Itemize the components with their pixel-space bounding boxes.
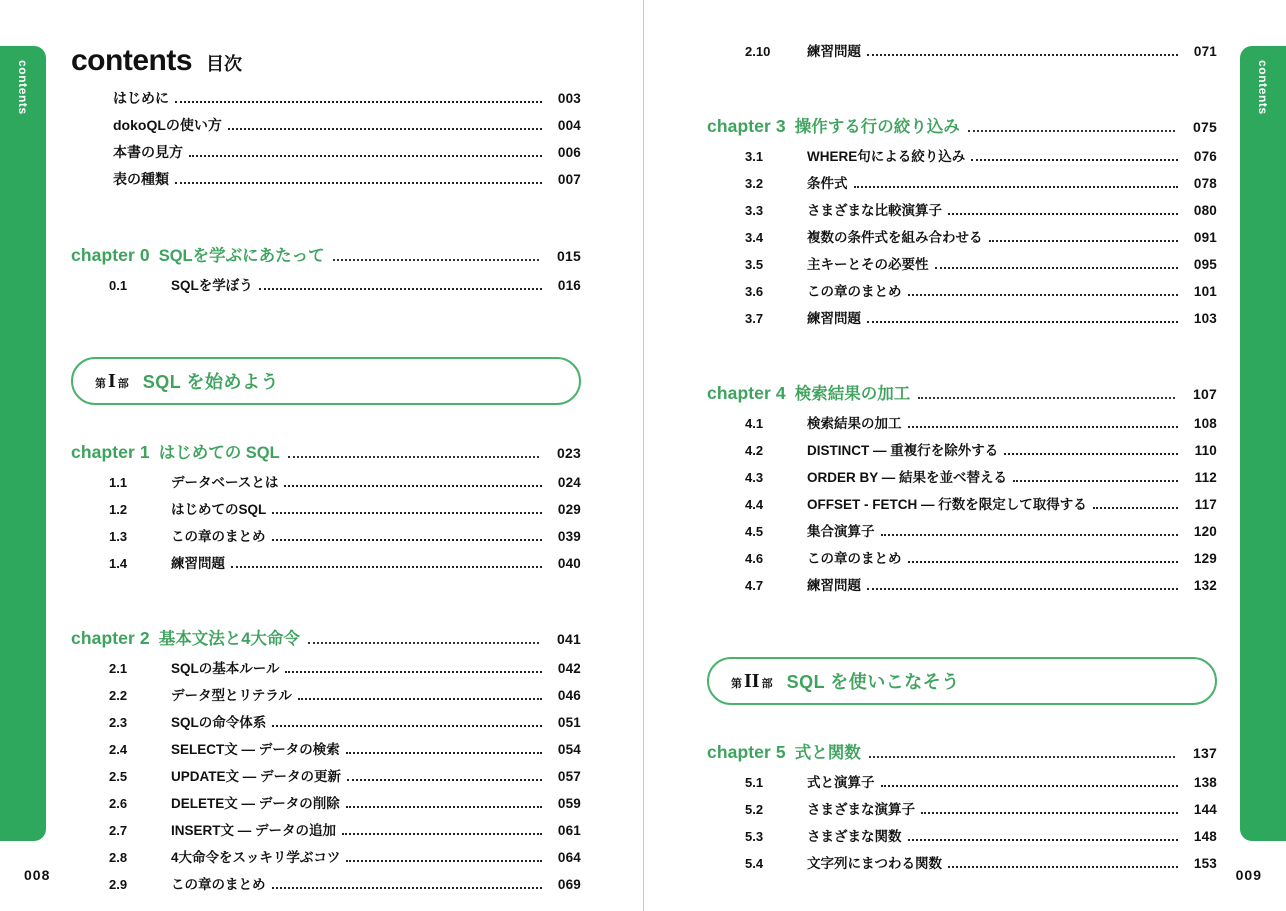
toc-leader-dots [342,832,542,835]
toc-section-number: 3.5 [745,257,764,272]
part-banner-2-title: SQL を使いこなそう [786,672,960,692]
toc-section-number: 4.5 [745,524,764,539]
toc-section-title: 練習問題 [807,578,861,593]
part-prefix: 第 [731,677,742,690]
toc-section-title: この章のまとめ [171,877,266,892]
toc-section-2-1[interactable] [71,657,581,684]
toc-section-number: 3.3 [745,203,764,218]
part-suffix: 部 [761,677,773,690]
toc-section-0-1[interactable] [71,274,581,301]
toc-section-title: 式と演算子 [807,775,875,790]
toc-chapter-label: chapter 4 [707,383,786,403]
toc-section-4-7[interactable] [707,574,1217,601]
toc-section-number: 4.3 [745,470,764,485]
toc-section-page: 129 [1193,551,1217,566]
toc-section-3-2[interactable] [707,172,1217,199]
toc-entry-page: 006 [557,145,581,160]
toc-section-number: 1.3 [109,529,128,544]
masthead-title-en: contents [71,44,193,77]
toc-section-number: 2.7 [109,823,128,838]
toc-section-5-4[interactable] [707,852,1217,879]
toc-chapter-page: 015 [557,248,581,264]
toc-section-page: 016 [557,278,581,293]
spacer [71,613,581,625]
toc-section-title: 主キーとその必要性 [807,257,929,272]
toc-entry-page: 004 [557,118,581,133]
part-banner-1 [71,357,581,405]
toc-section-page: 148 [1193,829,1217,844]
toc-section-1-2[interactable] [71,498,581,525]
toc-section-title: 練習問題 [171,556,225,571]
toc-section-title: この章のまとめ [171,529,266,544]
toc-section-number: 3.4 [745,230,764,245]
spacer [707,705,1217,739]
toc-section-title: 文字列にまつわる関数 [807,856,942,871]
toc-chapter-5[interactable] [707,739,1217,771]
toc-section-number: 4.4 [745,497,764,512]
toc-section-title: OFFSET - FETCH ― 行数を限定して取得する [807,497,1087,512]
toc-leader-dots [867,320,1178,323]
toc-leader-dots [971,158,1178,161]
part-banner-2 [707,657,1217,705]
toc-section-1-4[interactable] [71,552,581,579]
toc-chapter-page: 107 [1193,386,1217,402]
toc-section-title: DELETE文 ― データの削除 [171,796,340,811]
toc-chapter-4[interactable] [707,380,1217,412]
front-matter-list [71,88,581,196]
toc-leader-dots [272,511,542,514]
toc-entry-front-3[interactable] [71,169,581,196]
toc-section-number: 2.3 [109,715,128,730]
toc-section-page: 117 [1194,497,1217,512]
toc-section-1-1[interactable] [71,471,581,498]
toc-section-page: 059 [557,796,581,811]
toc-section-4-5[interactable] [707,520,1217,547]
side-index-tab-right-label: contents [1256,60,1270,115]
toc-section-2-7[interactable] [71,819,581,846]
toc-section-number: 2.1 [109,661,128,676]
toc-section-title: さまざまな演算子 [807,802,915,817]
side-index-tab-left[interactable] [0,46,46,841]
toc-section-title: 練習問題 [807,311,861,326]
toc-section-title: UPDATE文 ― データの更新 [171,769,342,784]
toc-leader-dots [288,455,539,458]
toc-section-number: 2.4 [109,742,128,757]
spacer [71,405,581,439]
toc-section-title: 検索結果の加工 [807,416,902,431]
toc-section-3-3[interactable] [707,199,1217,226]
toc-leader-dots [346,751,542,754]
side-index-tab-right[interactable] [1240,46,1286,841]
toc-entry-front-2[interactable] [71,142,581,169]
toc-leader-dots [881,784,1179,787]
toc-section-title: 条件式 [807,176,848,191]
toc-section-title: SELECT文 ― データの検索 [171,742,340,757]
toc-section-page: 051 [557,715,581,730]
toc-section-page: 046 [557,688,581,703]
toc-section-page: 103 [1193,311,1217,326]
toc-leader-dots [298,697,542,700]
toc-section-page: 144 [1193,802,1217,817]
page-number-right: 009 [1235,867,1262,883]
toc-section-number: 2.2 [109,688,128,703]
toc-leader-dots [921,811,1178,814]
toc-section-number: 1.1 [109,475,128,490]
toc-section-number: 3.7 [745,311,764,326]
toc-section-3-4[interactable] [707,226,1217,253]
toc-entry-front-0[interactable] [71,88,581,115]
left-page-column [71,88,581,900]
spacer [71,335,581,357]
part-suffix: 部 [117,377,129,390]
toc-entry-page: 007 [557,172,581,187]
toc-leader-dots [272,538,543,541]
toc-section-page: 138 [1193,775,1217,790]
toc-entry-front-1[interactable] [71,115,581,142]
toc-leader-dots [948,212,1178,215]
toc-section-2-5[interactable] [71,765,581,792]
toc-entry-title: dokoQLの使い方 [113,117,222,133]
page-number-left: 008 [24,867,51,883]
toc-leader-dots [908,293,1179,296]
toc-section-2-10[interactable] [707,40,1217,67]
toc-section-number: 5.2 [745,802,764,817]
toc-section-page: 061 [557,823,581,838]
toc-leader-dots [908,560,1179,563]
toc-chapter-page: 041 [557,631,581,647]
toc-section-5-3[interactable] [707,825,1217,852]
toc-section-title: データベースとは [171,475,279,490]
toc-section-number: 2.9 [109,877,128,892]
part-roman-numeral: I [108,369,116,392]
toc-leader-dots [346,805,542,808]
spacer [71,579,581,613]
toc-leader-dots [284,484,542,487]
toc-section-title: ORDER BY ― 結果を並べ替える [807,470,1008,485]
toc-section-title: この章のまとめ [807,551,902,566]
toc-chapter-1[interactable] [71,439,581,471]
toc-section-2-2[interactable] [71,684,581,711]
spacer [71,196,581,230]
toc-chapter-0[interactable] [71,242,581,274]
toc-leader-dots [869,755,1175,758]
toc-section-number: 3.2 [745,176,764,191]
toc-section-1-3[interactable] [71,525,581,552]
toc-section-2-8[interactable] [71,846,581,873]
toc-section-3-6[interactable] [707,280,1217,307]
toc-section-title: さまざまな関数 [807,829,902,844]
part-prefix: 第 [95,377,106,390]
toc-section-title: WHERE句による絞り込み [807,149,966,164]
toc-section-page: 091 [1193,230,1217,245]
toc-section-page: 042 [557,661,581,676]
toc-leader-dots [272,886,543,889]
spacer [707,601,1217,635]
toc-chapter-label: chapter 5 [707,742,786,762]
toc-section-title: SQLの命令体系 [171,715,267,730]
part-roman-numeral: II [744,669,760,692]
toc-section-page: 071 [1193,44,1217,59]
toc-chapter-2[interactable] [71,625,581,657]
toc-section-number: 4.2 [745,443,764,458]
right-page-column [707,40,1217,879]
toc-section-number: 2.6 [109,796,128,811]
right-page [644,0,1286,911]
toc-section-4-2[interactable] [707,439,1217,466]
toc-section-title: はじめてのSQL [171,502,267,517]
toc-chapter-label: chapter 1 [71,442,150,462]
spacer [707,334,1217,368]
toc-section-page: 078 [1193,176,1217,191]
toc-leader-dots [854,185,1179,188]
toc-section-4-1[interactable] [707,412,1217,439]
toc-entry-page: 003 [557,91,581,106]
toc-chapter-title: はじめての SQL [158,444,280,462]
toc-leader-dots [333,258,539,261]
toc-leader-dots [867,53,1178,56]
toc-leader-dots [908,425,1179,428]
toc-section-title: この章のまとめ [807,284,902,299]
toc-section-number: 5.4 [745,856,764,871]
toc-section-title: データ型とリテラル [171,688,292,703]
toc-leader-dots [989,239,1179,242]
toc-leader-dots [1093,506,1178,509]
masthead-title-ja: 目次 [206,54,243,74]
toc-section-number: 2.5 [109,769,128,784]
toc-section-page: 095 [1193,257,1217,272]
toc-leader-dots [228,127,542,130]
toc-section-page: 039 [557,529,581,544]
toc-chapter-title: 式と関数 [794,744,861,762]
toc-section-number: 2.8 [109,850,128,865]
toc-section-page: 112 [1194,470,1217,485]
toc-section-5-1[interactable] [707,771,1217,798]
toc-section-number: 2.10 [745,44,771,59]
part-banner-1-label [95,370,129,393]
toc-section-number: 1.2 [109,502,128,517]
toc-section-2-4[interactable] [71,738,581,765]
toc-section-page: 120 [1193,524,1217,539]
part-banner-2-label [731,670,773,693]
toc-section-number: 5.3 [745,829,764,844]
toc-chapter-title: 検索結果の加工 [794,385,911,403]
toc-leader-dots [308,641,539,644]
toc-section-title: 集合演算子 [807,524,875,539]
toc-section-number: 4.1 [745,416,764,431]
spacer [707,101,1217,113]
toc-section-number: 3.1 [745,149,764,164]
toc-leader-dots [1013,479,1178,482]
toc-section-number: 1.4 [109,556,128,571]
toc-section-page: 076 [1193,149,1217,164]
contents-masthead [71,44,242,78]
toc-leader-dots [285,670,542,673]
toc-section-5-2[interactable] [707,798,1217,825]
toc-section-title: さまざまな比較演算子 [807,203,942,218]
toc-leader-dots [175,100,542,103]
toc-leader-dots [948,865,1178,868]
toc-section-title: 4大命令をスッキリ学ぶコツ [171,850,341,865]
toc-leader-dots [259,287,542,290]
toc-entry-title: はじめに [113,90,169,106]
toc-chapter-title: 操作する行の絞り込み [794,118,960,136]
toc-section-3-5[interactable] [707,253,1217,280]
toc-chapter-label: chapter 2 [71,628,150,648]
toc-chapter-page: 075 [1193,119,1217,135]
toc-chapter-page: 137 [1193,745,1217,761]
toc-section-page: 040 [557,556,581,571]
toc-entry-title: 表の種類 [113,171,169,187]
toc-section-page: 029 [557,502,581,517]
toc-section-page: 057 [557,769,581,784]
toc-leader-dots [175,181,542,184]
toc-section-2-3[interactable] [71,711,581,738]
toc-section-number: 3.6 [745,284,764,299]
toc-section-page: 108 [1193,416,1217,431]
toc-section-page: 101 [1193,284,1217,299]
toc-section-page: 080 [1193,203,1217,218]
toc-section-number: 4.6 [745,551,764,566]
toc-leader-dots [908,838,1179,841]
spacer [707,635,1217,657]
spacer [707,368,1217,380]
spacer [71,301,581,335]
toc-section-3-1[interactable] [707,145,1217,172]
toc-section-number: 4.7 [745,578,764,593]
toc-section-page: 054 [557,742,581,757]
toc-section-2-9[interactable] [71,873,581,900]
toc-section-page: 110 [1194,443,1217,458]
toc-entry-title: 本書の見方 [113,144,183,160]
toc-leader-dots [1004,452,1178,455]
toc-leader-dots [968,129,1175,132]
toc-chapter-label: chapter 3 [707,116,786,136]
toc-section-title: 練習問題 [807,44,861,59]
spacer [71,230,581,242]
toc-leader-dots [347,778,542,781]
spacer [707,67,1217,101]
toc-leader-dots [231,565,542,568]
toc-section-page: 024 [557,475,581,490]
toc-section-title: SQLの基本ルール [171,661,280,676]
toc-section-page: 132 [1193,578,1217,593]
toc-chapter-title: SQLを学ぶにあたって [158,247,325,265]
toc-section-4-6[interactable] [707,547,1217,574]
toc-section-title: 複数の条件式を組み合わせる [807,230,983,245]
toc-section-number: 5.1 [745,775,764,790]
toc-chapter-3[interactable] [707,113,1217,145]
toc-section-title: SQLを学ぼう [171,278,253,293]
toc-section-page: 153 [1193,856,1217,871]
toc-chapter-label: chapter 0 [71,245,150,265]
part-banner-1-title: SQL を始めよう [142,372,279,392]
toc-leader-dots [189,154,542,157]
toc-chapter-page: 023 [557,445,581,461]
toc-leader-dots [867,587,1178,590]
toc-section-4-3[interactable] [707,466,1217,493]
toc-section-3-7[interactable] [707,307,1217,334]
toc-leader-dots [346,859,542,862]
toc-leader-dots [935,266,1179,269]
toc-section-title: INSERT文 ― データの追加 [171,823,337,838]
toc-section-4-4[interactable] [707,493,1217,520]
toc-section-title: DISTINCT ― 重複行を除外する [807,443,999,458]
toc-leader-dots [881,533,1179,536]
toc-leader-dots [272,724,542,727]
toc-chapter-title: 基本文法と4大命令 [158,630,300,648]
toc-section-2-6[interactable] [71,792,581,819]
toc-section-number: 0.1 [109,278,128,293]
toc-section-page: 069 [557,877,581,892]
toc-section-page: 064 [557,850,581,865]
side-index-tab-left-label: contents [16,60,30,115]
toc-leader-dots [918,396,1175,399]
